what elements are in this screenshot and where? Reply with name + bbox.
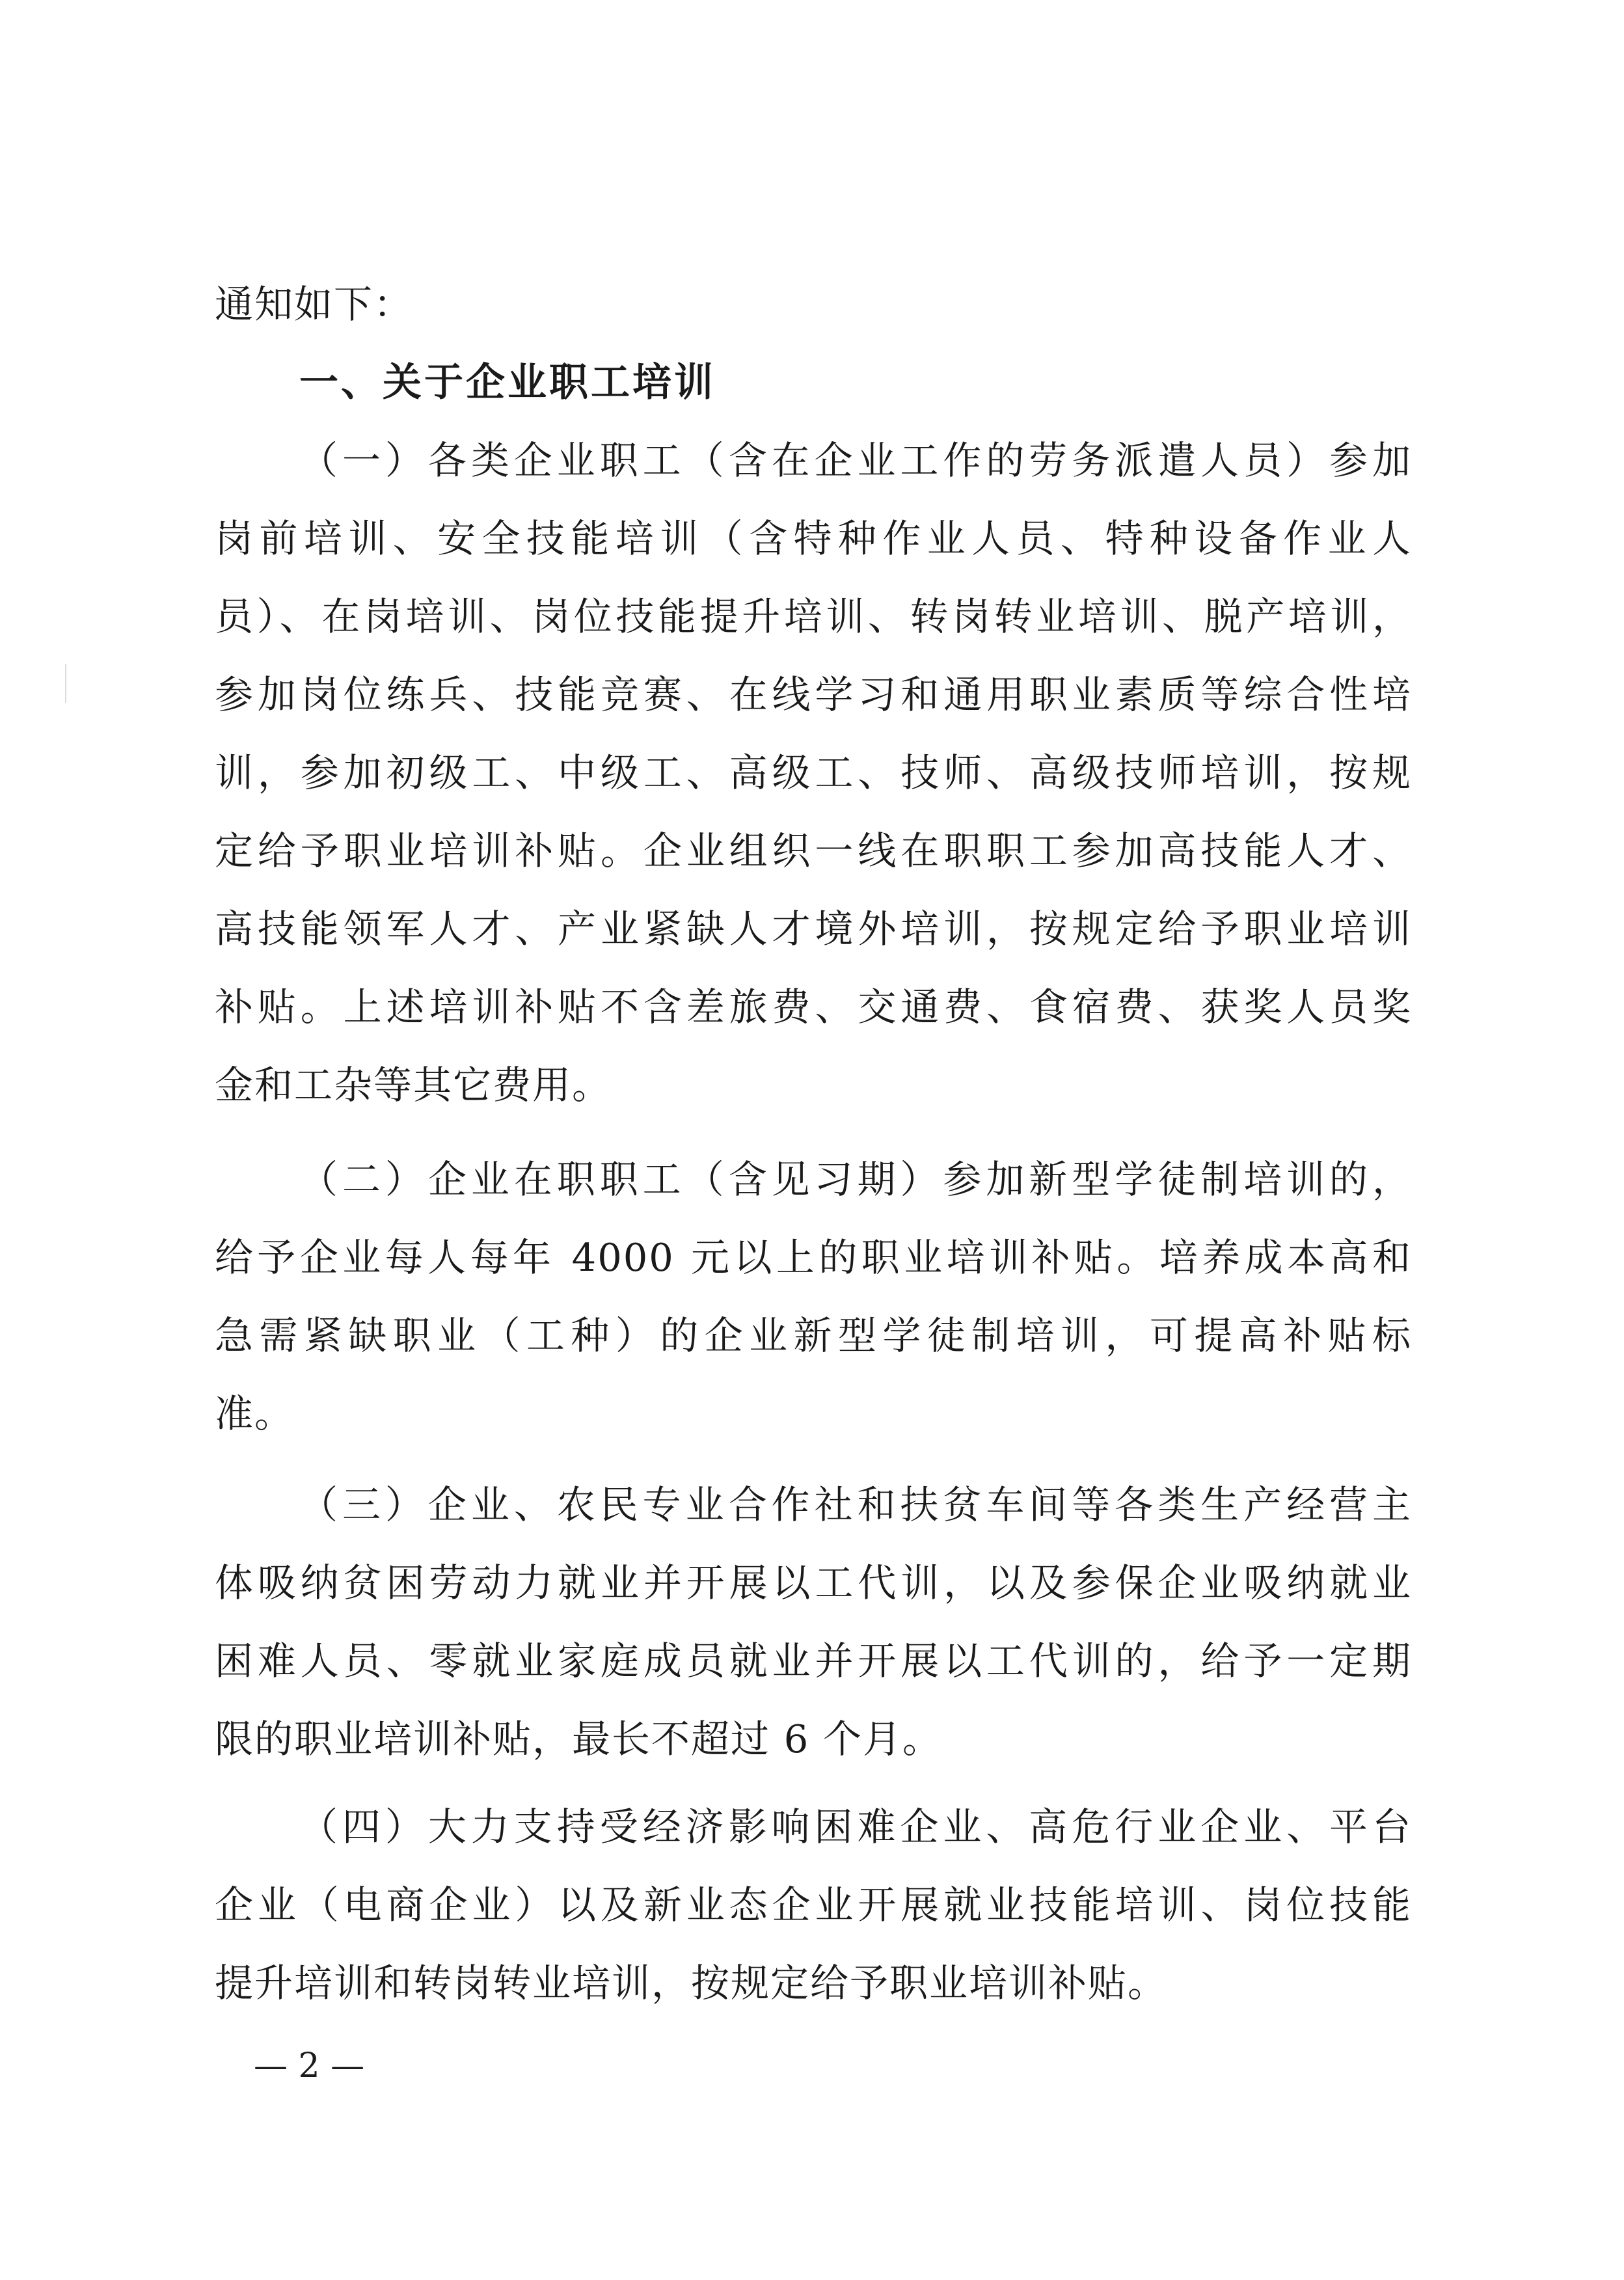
paragraph-4-line-2: 企业（电商企业）以及新业态企业开展就业技能培训、岗位技能 [215, 1882, 1412, 1927]
paragraph-1-line-7: 高技能领军人才、产业紧缺人才境外培训，按规定给予职业培训 [215, 906, 1412, 951]
section-heading: 一、关于企业职工培训 [299, 360, 716, 405]
scan-margin-mark [65, 664, 66, 703]
paragraph-3-line-2: 体吸纳贫困劳动力就业并开展以工代训，以及参保企业吸纳就业 [215, 1560, 1412, 1605]
paragraph-3-line-4: 限的职业培训补贴，最长不超过 6 个月。 [215, 1717, 943, 1761]
paragraph-4-line-1: （四）大力支持受经济影响困难企业、高危行业企业、平台 [299, 1804, 1412, 1849]
intro-line: 通知如下： [215, 282, 414, 327]
paragraph-1-line-9: 金和工杂等其它费用。 [215, 1063, 612, 1107]
paragraph-1-line-4: 参加岗位练兵、技能竞赛、在线学习和通用职业素质等综合性培 [215, 672, 1412, 717]
paragraph-1-line-3: 员）、在岗培训、岗位技能提升培训、转岗转业培训、脱产培训， [215, 594, 1412, 639]
paragraph-1-line-8: 补贴。上述培训补贴不含差旅费、交通费、食宿费、获奖人员奖 [215, 984, 1412, 1029]
paragraph-2-line-4: 准。 [215, 1391, 295, 1436]
paragraph-1-line-6: 定给予职业培训补贴。企业组织一线在职职工参加高技能人才、 [215, 828, 1412, 873]
paragraph-4-line-3: 提升培训和转岗转业培训，按规定给予职业培训补贴。 [215, 1961, 1168, 2005]
paragraph-2-line-1: （二）企业在职职工（含见习期）参加新型学徒制培训的， [299, 1157, 1412, 1202]
paragraph-2-line-3: 急需紧缺职业（工种）的企业新型学徒制培训，可提高补贴标 [215, 1313, 1412, 1358]
paragraph-1-line-5: 训，参加初级工、中级工、高级工、技师、高级技师培训，按规 [215, 750, 1412, 795]
page-number: — 2 — [254, 2046, 365, 2085]
paragraph-3-line-3: 困难人员、零就业家庭成员就业并开展以工代训的，给予一定期 [215, 1638, 1412, 1683]
paragraph-1-line-2: 岗前培训、安全技能培训（含特种作业人员、特种设备作业人 [215, 516, 1412, 561]
paragraph-1-line-1: （一）各类企业职工（含在企业工作的劳务派遣人员）参加 [299, 438, 1412, 483]
paragraph-3-line-1: （三）企业、农民专业合作社和扶贫车间等各类生产经营主 [299, 1482, 1412, 1527]
paragraph-2-line-2: 给予企业每人每年 4000 元以上的职业培训补贴。培养成本高和 [215, 1235, 1412, 1280]
